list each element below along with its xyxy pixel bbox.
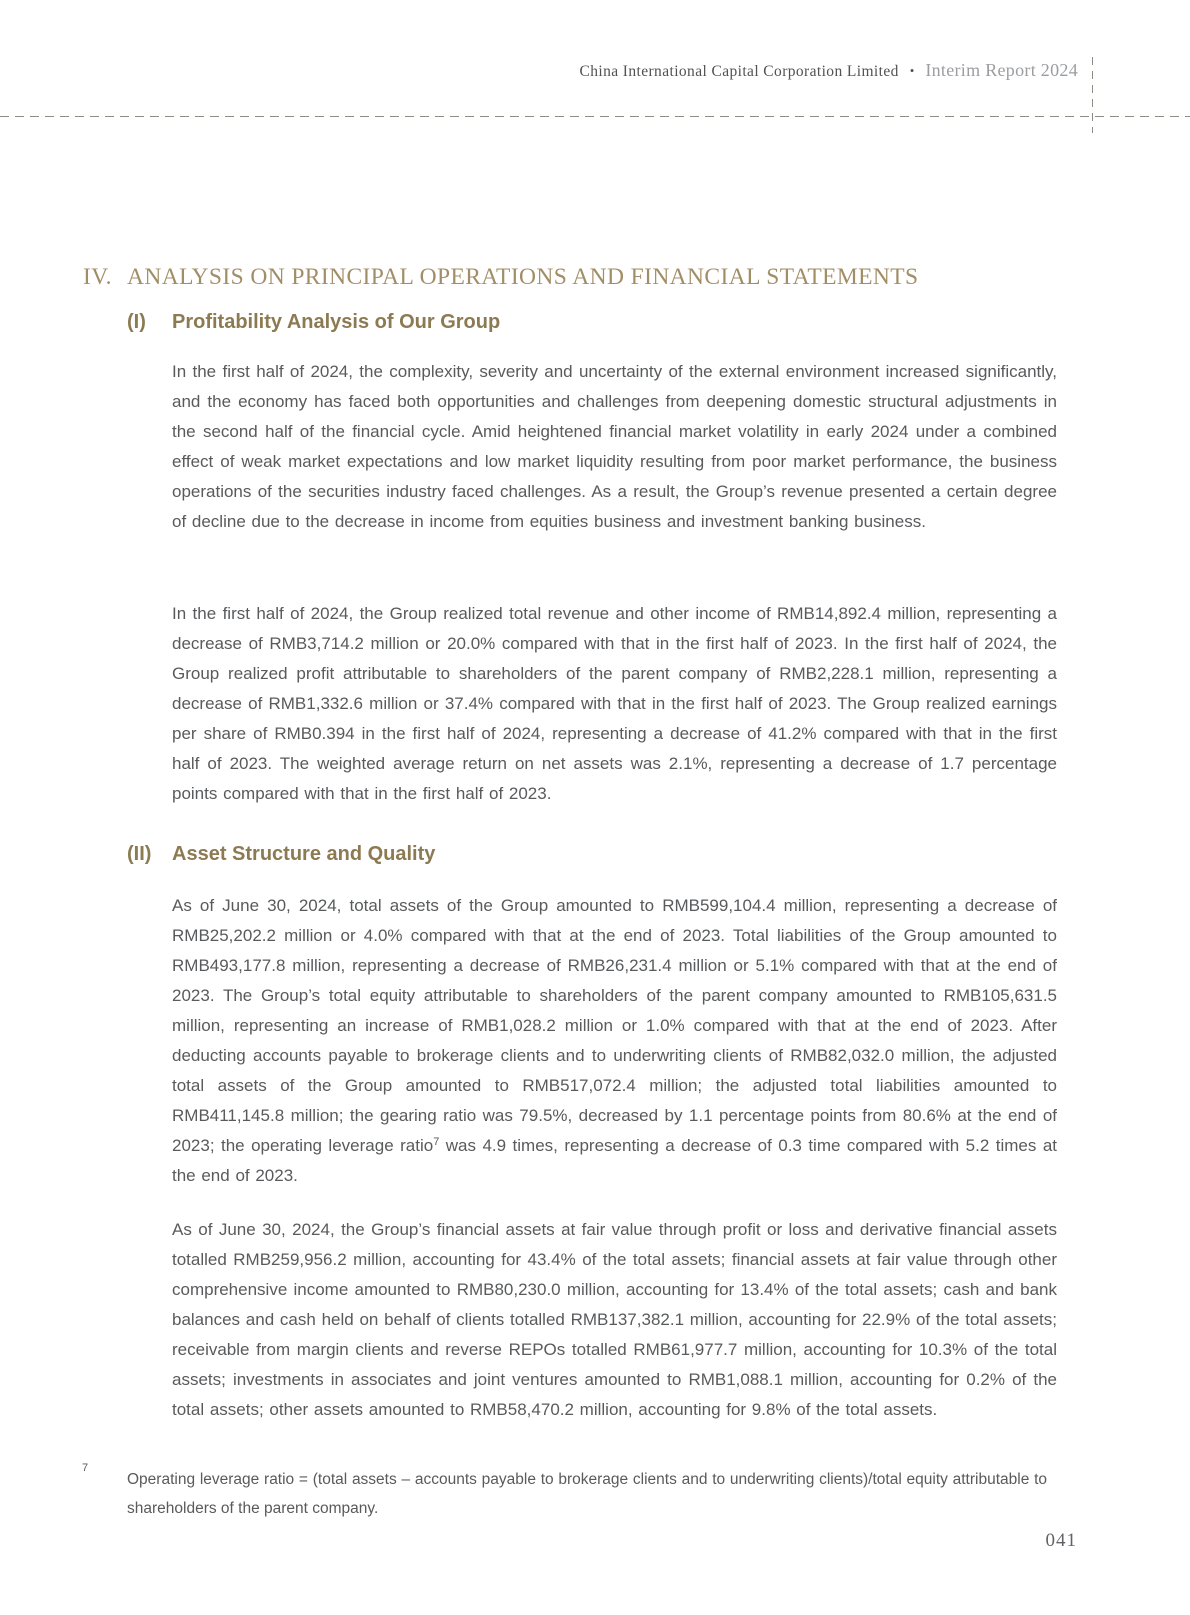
subsection-2-title: Asset Structure and Quality	[172, 843, 436, 865]
paragraph-asset-structure-1	[172, 891, 1057, 1191]
paragraph-asset-structure-1-text-cont: was 4.9 times, representing a decrease of 0.3 time compared with 5.2 times at the end of 2023.	[172, 1136, 1057, 1185]
footnote-marker: 7	[82, 1462, 89, 1474]
paragraph-profitability-1: In the first half of 2024, the complexity, severity and uncertainty of the external environment increased significantly, and the economy has faced both opportunities and challenges from deepening domestic structural adjustments in the second half of the financial cycle. Amid heightened financial market volatility in early 2024 under a combined effect of weak market expectations and low market liquidity resulting from poor market performance, the business operations of the securities industry faced challenges. As a result, the Group’s revenue presented a certain degree of decline due to the decrease in income from equities business and investment banking business.	[172, 362, 1057, 531]
section-heading	[83, 264, 1083, 291]
page-number: 041	[1045, 1530, 1077, 1551]
report-title: Interim Report 2024	[925, 60, 1078, 80]
subsection-2-label: (II)	[127, 843, 152, 865]
section-title: ANALYSIS ON PRINCIPAL OPERATIONS AND FINANCIAL STATEMENTS	[127, 264, 919, 290]
paragraph-asset-structure-2: As of June 30, 2024, the Group’s financial assets at fair value through profit or loss and derivative financial assets totalled RMB259,956.2 million, accounting for 43.4% of the total assets; financial assets at fair value through other comprehensive income amounted to RMB80,230.0 million, accounting for 13.4% of the total assets; cash and bank balances and cash held on behalf of clients totalled RMB137,382.1 million, accounting for 22.9% of the total assets; receivable from margin clients and reverse REPOs totalled RMB61,977.7 million, accounting for 10.3% of the total assets; investments in associates and joint ventures amounted to RMB1,088.1 million, accounting for 0.2% of the total assets; other assets amounted to RMB58,470.2 million, accounting for 9.8% of the total assets.	[172, 1220, 1057, 1419]
subsection-1-heading	[127, 311, 1057, 334]
horizontal-dashed-rule	[0, 116, 1190, 117]
paragraph-asset-structure-1-text: As of June 30, 2024, total assets of the Group amounted to RMB599,104.4 million, representing a decrease of RMB25,202.2 million or 4.0% compared with that at the end of 2023. Total liabilities of the Group amounted to RMB493,177.8 million, representing a decrease of RMB26,231.4 million or 5.1% compared with that at the end of 2023. The Group’s total equity attributable to shareholders of the parent company amounted to RMB105,631.5 million, representing an increase of RMB1,028.2 million or 1.0% compared with that at the end of 2023. After deducting accounts payable to brokerage clients and to underwriting clients of RMB82,032.0 million, the adjusted total assets of the Group amounted to RMB517,072.4 million; the adjusted total liabilities amounted to RMB411,145.8 million; the gearing ratio was 79.5%, decreased by 1.1 percentage points from 80.6% at the end of 2023; the operating leverage ratio	[172, 896, 1057, 1155]
running-header	[580, 60, 1079, 81]
paragraph-profitability-2: In the first half of 2024, the Group realized total revenue and other income of RMB14,892.4 million, representing a decrease of RMB3,714.2 million or 20.0% compared with that in the first half of 2023. In the first half of 2024, the Group realized profit attributable to shareholders of the parent company of RMB2,228.1 million, representing a decrease of RMB1,332.6 million or 37.4% compared with that in the first half of 2023. The Group realized earnings per share of RMB0.394 in the first half of 2024, representing a decrease of 41.2% compared with that in the first half of 2023. The weighted average return on net assets was 2.1%, representing a decrease of 1.7 percentage points compared with that in the first half of 2023.	[172, 604, 1057, 803]
company-name: China International Capital Corporation Limited	[579, 63, 899, 80]
footnote-reference-superscript: 7	[433, 1136, 440, 1148]
bullet-separator-icon: •	[909, 63, 915, 78]
footnote-text: Operating leverage ratio = (total assets – accounts payable to brokerage clients and to underwriting clients)/total equity attributable to shareholders of the parent company.	[127, 1471, 1047, 1517]
subsection-1-label: (I)	[127, 311, 146, 333]
section-number: IV.	[83, 264, 112, 290]
subsection-1-title: Profitability Analysis of Our Group	[172, 311, 501, 333]
vertical-dashed-rule	[1092, 57, 1093, 133]
subsection-2-heading	[127, 843, 1057, 866]
